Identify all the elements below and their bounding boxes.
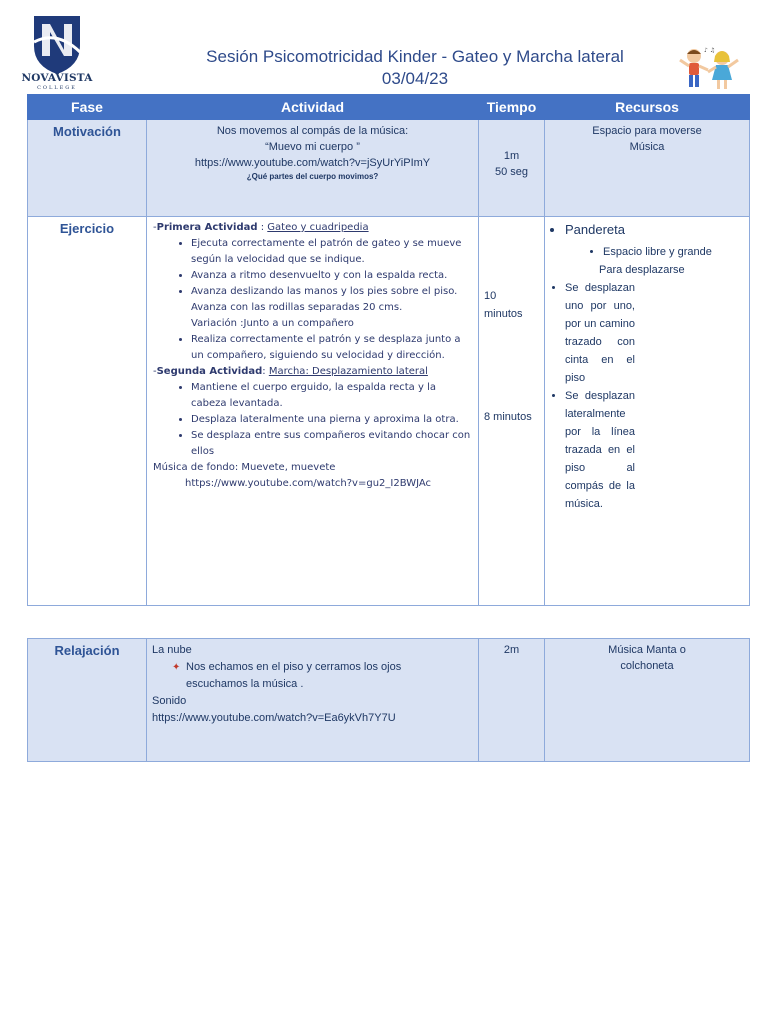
relajacion-sonido: Sonido <box>152 695 187 707</box>
date-line: 03/04/23 <box>381 69 449 88</box>
tiempo-motivacion <box>479 120 545 217</box>
recursos-sublist <box>545 243 749 261</box>
rec-motivacion-1: Espacio para moverse <box>592 125 702 137</box>
list-item <box>191 284 472 332</box>
primera-list <box>153 236 472 364</box>
header-actividad: Actividad <box>147 95 479 120</box>
rec-item-2: • Se desplazan lateralmente por la línea trazada en el piso al compás de la música. <box>565 387 635 513</box>
relajacion-item-text: Nos echamos en el piso y cerramos los ojos escuchamos la música . <box>186 661 402 690</box>
musica-link[interactable]: https://www.youtube.com/watch?v=gu2_I2BWJAc <box>185 478 432 489</box>
header-recursos: Recursos <box>545 95 750 120</box>
variacion-text: Variación :Junto a un compañero <box>191 318 354 329</box>
list-item: • Avanza a ritmo desenvuelto y con la espalda recta. <box>191 268 472 284</box>
list-item: • Mantiene el cuerpo erguido, la espalda recta y la cabeza levantada. <box>191 380 472 412</box>
table-header-row <box>28 95 750 120</box>
recursos-motivacion <box>545 120 750 217</box>
motivacion-question: ¿Qué partes del cuerpo movimos? <box>246 172 379 181</box>
segunda-prefix: - <box>153 366 157 377</box>
table-row-relajacion <box>28 639 750 762</box>
list-item: • Realiza correctamente el patrón y se desplaza junto a un compañero, siguiendo su velocidad y dirección. <box>191 332 472 364</box>
motivacion-link[interactable]: https://www.youtube.com/watch?v=jSyUrYiPImY <box>194 157 431 169</box>
primera-actividad-heading <box>153 220 472 236</box>
relajacion-title: La nube <box>152 644 192 656</box>
recursos-list <box>545 221 749 239</box>
relajacion-link[interactable]: https://www.youtube.com/watch?v=Ea6ykVh7Y7U <box>152 712 396 724</box>
rec-espacio-2: Para desplazarse <box>599 264 685 276</box>
tiempo-motivacion-2: 50 seg <box>494 166 529 178</box>
rec-relajacion-1: Música Manta o <box>608 644 686 656</box>
rec-item-1: • Se desplazan uno por uno, por un camino trazado con cinta en el piso <box>565 279 635 387</box>
rec-espacio: • Espacio libre y grande <box>603 243 749 261</box>
primera-label: Primera Actividad <box>156 222 258 233</box>
fase-motivacion: Motivación <box>28 120 147 217</box>
shield-icon <box>20 12 94 76</box>
musica-fondo: Música de fondo: Muevete, muevete <box>153 462 336 473</box>
table-row-ejercicio <box>28 217 750 606</box>
logo-subtitle: COLLEGE <box>37 85 77 91</box>
recursos-relajacion <box>545 639 750 762</box>
motivacion-line2: “Muevo mi cuerpo ” <box>265 141 360 153</box>
dancing-kids-icon <box>676 44 742 92</box>
segunda-sep: : <box>262 366 269 377</box>
relajacion-item <box>152 659 473 693</box>
relaxation-table <box>27 638 750 762</box>
rec-relajacion-2: colchoneta <box>620 660 674 672</box>
list-item: • Desplaza lateralmente una pierna y aproxima la otra. <box>191 412 472 428</box>
segunda-title: Marcha: Desplazamiento lateral <box>268 366 428 377</box>
title-line: Sesión Psicomotricidad Kinder - Gateo y Marcha lateral <box>206 47 624 66</box>
actividad-ejercicio <box>147 217 479 606</box>
rec-pandereta: • Pandereta <box>565 221 749 239</box>
header-fase: Fase <box>28 95 147 120</box>
recursos-ejercicio <box>545 217 750 606</box>
svg-text:♪ ♫: ♪ ♫ <box>704 47 716 54</box>
primera-sep: : <box>257 222 268 233</box>
fase-ejercicio: Ejercicio <box>28 217 147 606</box>
fase-relajacion: Relajación <box>28 639 147 762</box>
actividad-relajacion <box>147 639 479 762</box>
recursos-list-2 <box>545 279 749 513</box>
table-row-motivacion <box>28 120 750 217</box>
list-item: • Se desplaza entre sus compañeros evitando chocar con ellos <box>191 428 472 460</box>
actividad-motivacion <box>147 120 479 217</box>
list-item: • Ejecuta correctamente el patrón de gateo y se mueve según la velocidad que se indique. <box>191 236 472 268</box>
arrow-bullet-icon: ✦ <box>172 662 181 673</box>
primera-title: Gateo y cuadripedia <box>267 222 369 233</box>
primera-prefix: - <box>153 222 157 233</box>
motivacion-line1: Nos movemos al compás de la música: <box>216 125 409 137</box>
document-title <box>120 46 710 90</box>
segunda-label: Segunda Actividad <box>156 366 263 377</box>
tiempo-ejercicio-2: 8 minutos <box>484 411 532 423</box>
segunda-list <box>153 380 472 460</box>
tiempo-ejercicio <box>479 217 545 606</box>
tiempo-relajacion: 2m <box>479 639 545 762</box>
rec-motivacion-2: Música <box>629 141 665 153</box>
tiempo-ejercicio-1: 10 minutos <box>484 290 523 320</box>
logo-name: NOVAVISTA <box>21 72 93 84</box>
list-item-text: Avanza deslizando las manos y los pies sobre el piso. Avanza con las rodillas separadas 20 cms. <box>191 286 458 313</box>
segunda-actividad-heading <box>153 364 472 380</box>
header-tiempo: Tiempo <box>479 95 545 120</box>
kids-illustration <box>676 44 742 92</box>
tiempo-motivacion-1: 1m <box>503 150 520 162</box>
session-table <box>27 94 750 606</box>
